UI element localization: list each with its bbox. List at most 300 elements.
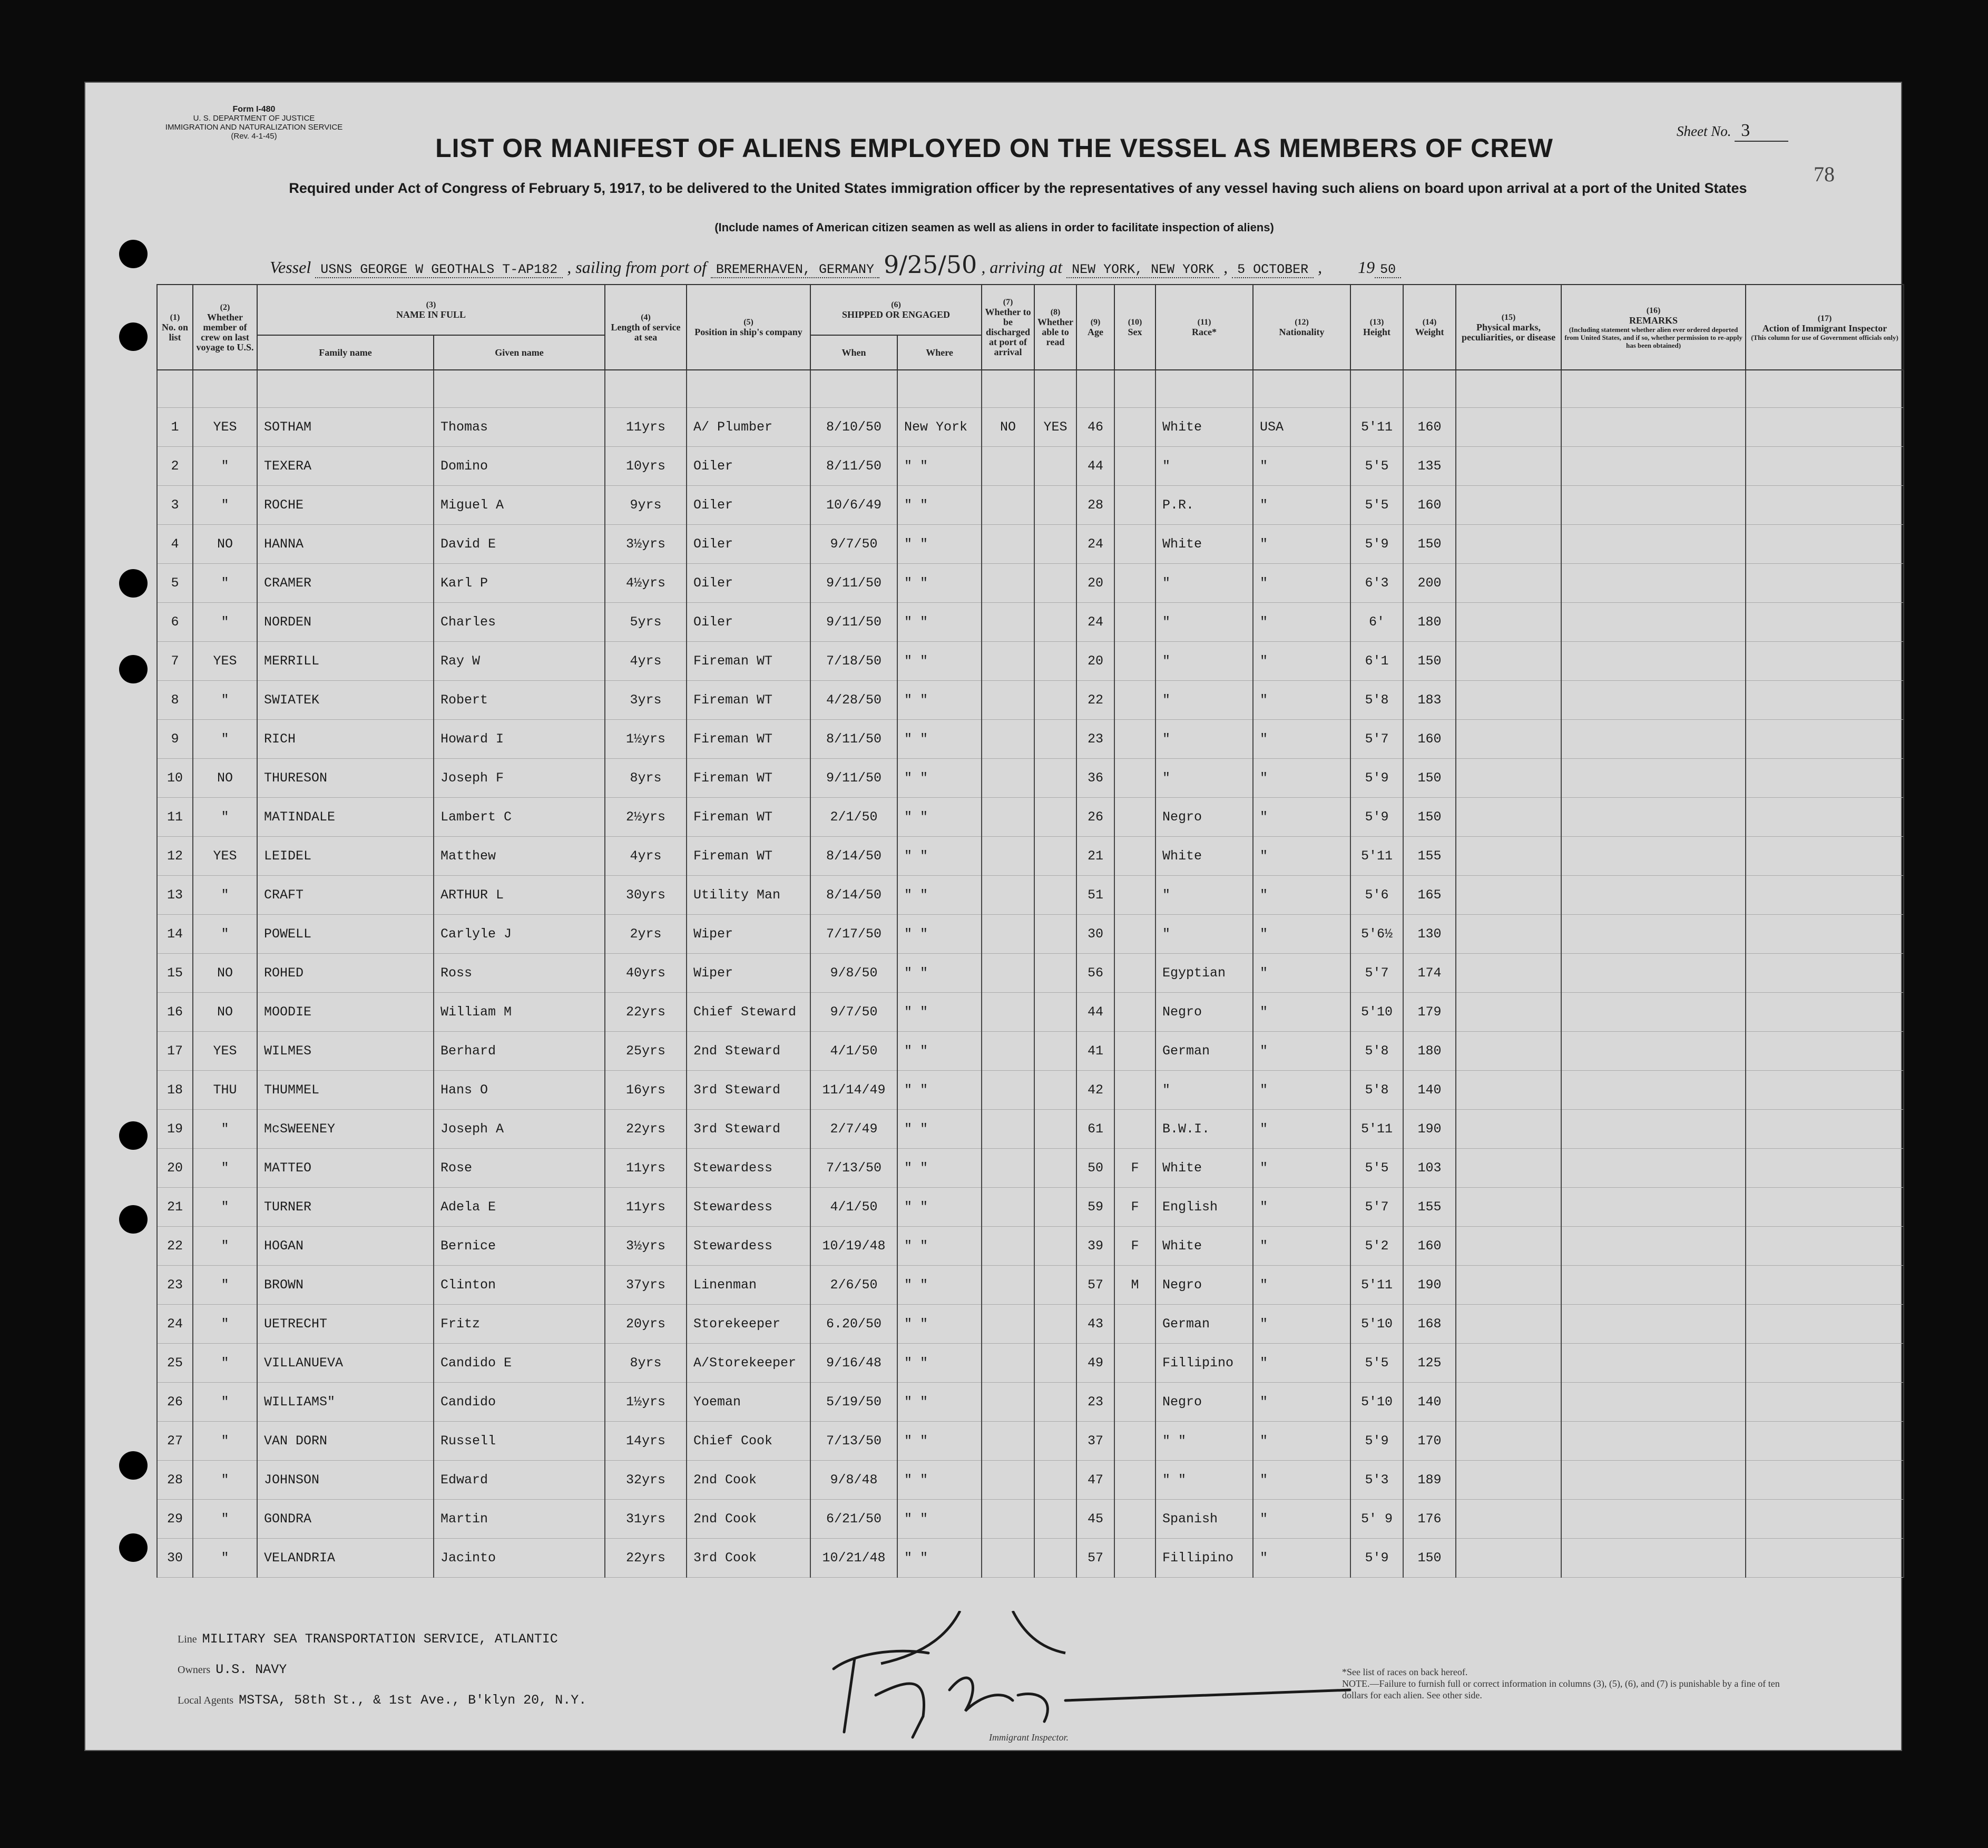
cell-empty (1456, 1305, 1561, 1344)
cell-when: 7/17/50 (810, 915, 897, 954)
cell-height: 5'6 (1350, 876, 1403, 915)
table-row (157, 1227, 1904, 1266)
cell-discharged (982, 954, 1034, 993)
cell-prev: " (193, 1266, 257, 1305)
cell-family: VILLANUEVA (257, 1344, 434, 1383)
cell-when: 7/13/50 (810, 1422, 897, 1461)
cell-sex (1114, 1071, 1155, 1110)
cell-given: Russell (434, 1422, 605, 1461)
cell-nationality: " (1253, 1227, 1350, 1266)
cell-read (1034, 954, 1076, 993)
col-header-age: (9) Age (1076, 285, 1114, 370)
cell-prev: " (193, 720, 257, 759)
cell-race: Negro (1155, 1266, 1253, 1305)
cell-family: SWIATEK (257, 681, 434, 720)
cell-prev: " (193, 1110, 257, 1149)
cell-empty (1746, 1110, 1904, 1149)
cell-empty (1456, 447, 1561, 486)
cell-race: Negro (1155, 798, 1253, 837)
cell-where: " " (897, 837, 982, 876)
cell-sex (1114, 447, 1155, 486)
cell-prev: " (193, 486, 257, 525)
cell-service: 22yrs (605, 1110, 687, 1149)
crew-table (156, 284, 1904, 1578)
cell-family: TEXERA (257, 447, 434, 486)
cell-when: 7/18/50 (810, 642, 897, 681)
cell-height: 5'5 (1350, 1344, 1403, 1383)
cell-empty (1561, 681, 1746, 720)
cell-empty (1561, 954, 1746, 993)
cell-given: Karl P (434, 564, 605, 603)
cell-prev: " (193, 798, 257, 837)
cell-given: Martin (434, 1500, 605, 1539)
cell-weight: 160 (1403, 408, 1456, 447)
cell-empty (1746, 837, 1904, 876)
cell-family: JOHNSON (257, 1461, 434, 1500)
cell-discharged (982, 1032, 1034, 1071)
table-row (157, 1344, 1904, 1383)
cell-empty (1456, 798, 1561, 837)
cell-age: 21 (1076, 837, 1114, 876)
cell-service: 32yrs (605, 1461, 687, 1500)
cell-prev: NO (193, 954, 257, 993)
cell-position: 2nd Steward (687, 1032, 810, 1071)
cell-read (1034, 837, 1076, 876)
cell-no: 7 (157, 642, 193, 681)
cell-sex: F (1114, 1149, 1155, 1188)
cell-where: " " (897, 564, 982, 603)
cell-age: 24 (1076, 603, 1114, 642)
cell-race: White (1155, 525, 1253, 564)
cell-nationality: " (1253, 1539, 1350, 1578)
cell-read (1034, 1266, 1076, 1305)
punch-hole (119, 322, 148, 351)
cell-discharged (982, 1266, 1034, 1305)
sheet-value: 3 (1735, 121, 1788, 142)
cell-weight: 103 (1403, 1149, 1456, 1188)
cell-service: 2yrs (605, 915, 687, 954)
cell-discharged (982, 642, 1034, 681)
cell-position: Oiler (687, 447, 810, 486)
cell-height: 5'8 (1350, 1071, 1403, 1110)
cell-empty (1456, 486, 1561, 525)
cell-position: Linenman (687, 1266, 810, 1305)
cell-height: 5'5 (1350, 447, 1403, 486)
cell-weight: 174 (1403, 954, 1456, 993)
cell-position: Utility Man (687, 876, 810, 915)
cell-empty (1456, 1071, 1561, 1110)
cell-empty (1456, 603, 1561, 642)
cell-where: New York (897, 408, 982, 447)
cell-discharged (982, 603, 1034, 642)
cell-family: ROCHE (257, 486, 434, 525)
col-header-action: (17) Action of Immigrant Inspector (This column for use of Government officials only) (1746, 285, 1904, 370)
table-row (157, 1422, 1904, 1461)
cell-no: 23 (157, 1266, 193, 1305)
cell-weight: 165 (1403, 876, 1456, 915)
cell-empty (1561, 1188, 1746, 1227)
cell-no: 13 (157, 876, 193, 915)
cell-empty (1456, 915, 1561, 954)
cell-race: " (1155, 642, 1253, 681)
cell-empty (1456, 720, 1561, 759)
cell-position: 3rd Steward (687, 1110, 810, 1149)
cell-sex (1114, 798, 1155, 837)
cell-sex (1114, 759, 1155, 798)
cell-given: Thomas (434, 408, 605, 447)
cell-sex (1114, 1461, 1155, 1500)
cell-family: MERRILL (257, 642, 434, 681)
cell-family: THURESON (257, 759, 434, 798)
col-header-family: Family name (257, 335, 434, 370)
cell-family: UETRECHT (257, 1305, 434, 1344)
cell-when: 2/6/50 (810, 1266, 897, 1305)
cell-race: Egyptian (1155, 954, 1253, 993)
cell-service: 37yrs (605, 1266, 687, 1305)
cell-empty (1456, 1188, 1561, 1227)
cell-sex (1114, 1305, 1155, 1344)
cell-sex (1114, 1110, 1155, 1149)
cell-race: " (1155, 1071, 1253, 1110)
cell-discharged (982, 1071, 1034, 1110)
cell-when: 10/19/48 (810, 1227, 897, 1266)
cell-empty (1746, 564, 1904, 603)
cell-when: 9/11/50 (810, 759, 897, 798)
cell-empty (1561, 876, 1746, 915)
table-row (157, 993, 1904, 1032)
cell-empty (1746, 1305, 1904, 1344)
cell-discharged (982, 525, 1034, 564)
cell-height: 5'2 (1350, 1227, 1403, 1266)
cell-empty (1746, 408, 1904, 447)
department: U. S. DEPARTMENT OF JUSTICE (193, 114, 315, 123)
cell-race: " (1155, 720, 1253, 759)
cell-empty (1456, 1110, 1561, 1149)
cell-discharged (982, 1305, 1034, 1344)
cell-prev: YES (193, 408, 257, 447)
cell-service: 8yrs (605, 759, 687, 798)
cell-given: Jacinto (434, 1539, 605, 1578)
cell-race: " (1155, 564, 1253, 603)
cell-no: 17 (157, 1032, 193, 1071)
cell-empty (1561, 525, 1746, 564)
cell-discharged (982, 1422, 1034, 1461)
col-header-prev-voyage: (2) Whether member of crew on last voyage to U.S. (193, 285, 257, 370)
cell-no: 29 (157, 1500, 193, 1539)
cell-service: 3½yrs (605, 525, 687, 564)
table-row (157, 1188, 1904, 1227)
cell-race: " (1155, 603, 1253, 642)
cell-family: HANNA (257, 525, 434, 564)
cell-age: 30 (1076, 915, 1114, 954)
cell-nationality: " (1253, 1461, 1350, 1500)
punch-hole (119, 1205, 148, 1234)
col-header-race: (11) Race* (1155, 285, 1253, 370)
cell-empty (1456, 1422, 1561, 1461)
crew-rows (157, 370, 1904, 1578)
cell-sex (1114, 642, 1155, 681)
cell-service: 22yrs (605, 993, 687, 1032)
cell-empty (1561, 486, 1746, 525)
cell-service: 4yrs (605, 837, 687, 876)
cell-empty (1746, 759, 1904, 798)
cell-sex (1114, 954, 1155, 993)
cell-height: 6'1 (1350, 642, 1403, 681)
table-row (157, 486, 1904, 525)
table-row (157, 1383, 1904, 1422)
table-row (157, 1266, 1904, 1305)
cell-no: 8 (157, 681, 193, 720)
cell-no: 16 (157, 993, 193, 1032)
cell-no: 3 (157, 486, 193, 525)
cell-height: 5'8 (1350, 1032, 1403, 1071)
cell-when: 6/21/50 (810, 1500, 897, 1539)
cell-weight: 189 (1403, 1461, 1456, 1500)
cell-empty (1746, 915, 1904, 954)
cell-service: 8yrs (605, 1344, 687, 1383)
cell-height: 5'5 (1350, 1149, 1403, 1188)
cell-service: 5yrs (605, 603, 687, 642)
races-note: *See list of races on back hereof. (1342, 1667, 1468, 1677)
cell-weight: 150 (1403, 525, 1456, 564)
cell-sex: M (1114, 1266, 1155, 1305)
cell-position: Fireman WT (687, 798, 810, 837)
col-header-sex: (10) Sex (1114, 285, 1155, 370)
cell-empty (1746, 1227, 1904, 1266)
cell-prev: YES (193, 837, 257, 876)
table-row (157, 1539, 1904, 1578)
cell-when: 9/16/48 (810, 1344, 897, 1383)
cell-prev: THU (193, 1071, 257, 1110)
table-row (157, 642, 1904, 681)
cell-no: 12 (157, 837, 193, 876)
cell-no: 5 (157, 564, 193, 603)
cell-where: " " (897, 759, 982, 798)
cell-when: 4/28/50 (810, 681, 897, 720)
col-header-read: (8) Whether able to read (1034, 285, 1076, 370)
departure-port: BREMERHAVEN, GERMANY (711, 262, 879, 278)
cell-empty (1561, 798, 1746, 837)
cell-empty (1456, 993, 1561, 1032)
cell-read (1034, 1110, 1076, 1149)
cell-when: 5/19/50 (810, 1383, 897, 1422)
cell-when: 8/14/50 (810, 876, 897, 915)
cell-empty (1456, 525, 1561, 564)
cell-position: Yoeman (687, 1383, 810, 1422)
cell-race: English (1155, 1188, 1253, 1227)
cell-nationality: " (1253, 798, 1350, 837)
cell-sex (1114, 837, 1155, 876)
cell-race: White (1155, 408, 1253, 447)
cell-empty (1561, 1461, 1746, 1500)
cell-empty (1561, 1266, 1746, 1305)
cell-age: 39 (1076, 1227, 1114, 1266)
cell-prev: " (193, 564, 257, 603)
cell-prev: " (193, 1305, 257, 1344)
cell-no: 6 (157, 603, 193, 642)
cell-age: 24 (1076, 525, 1114, 564)
cell-given: Robert (434, 681, 605, 720)
cell-nationality: " (1253, 642, 1350, 681)
footer (178, 1624, 586, 1716)
cell-where: " " (897, 1188, 982, 1227)
cell-read (1034, 915, 1076, 954)
cell-empty (1746, 1149, 1904, 1188)
col-header-remarks: (16) REMARKS (Including statement whether alien ever ordered deported from United States, and if so, whether permission to re-apply has been obtained) (1561, 285, 1746, 370)
col-header-when: When (810, 335, 897, 370)
cell-nationality: " (1253, 1305, 1350, 1344)
cell-age: 26 (1076, 798, 1114, 837)
cell-nationality: " (1253, 603, 1350, 642)
table-row (157, 837, 1904, 876)
cell-empty (1746, 1461, 1904, 1500)
cell-empty (1746, 1383, 1904, 1422)
table-row (157, 408, 1904, 447)
cell-nationality: " (1253, 1188, 1350, 1227)
cell-age: 36 (1076, 759, 1114, 798)
cell-given: Miguel A (434, 486, 605, 525)
cell-prev: " (193, 603, 257, 642)
stamp-number: 78 (1814, 162, 1835, 186)
cell-age: 43 (1076, 1305, 1114, 1344)
cell-where: " " (897, 642, 982, 681)
cell-empty (1561, 1305, 1746, 1344)
cell-discharged (982, 447, 1034, 486)
cell-where: " " (897, 1539, 982, 1578)
cell-height: 5'10 (1350, 1383, 1403, 1422)
cell-position: 2nd Cook (687, 1461, 810, 1500)
cell-discharged (982, 720, 1034, 759)
cell-weight: 135 (1403, 447, 1456, 486)
cell-empty (1561, 1110, 1746, 1149)
col-header-nationality: (12) Nationality (1253, 285, 1350, 370)
cell-service: 11yrs (605, 408, 687, 447)
cell-when: 8/11/50 (810, 720, 897, 759)
cell-given: Howard I (434, 720, 605, 759)
cell-empty (1561, 447, 1746, 486)
cell-height: 5'7 (1350, 720, 1403, 759)
cell-given: Joseph F (434, 759, 605, 798)
cell-read (1034, 720, 1076, 759)
cell-read (1034, 1305, 1076, 1344)
manifest-sheet (84, 82, 1902, 1751)
cell-position: Fireman WT (687, 720, 810, 759)
cell-position: Oiler (687, 525, 810, 564)
cell-weight: 183 (1403, 681, 1456, 720)
vessel-name: USNS GEORGE W GEOTHALS T-AP182 (315, 262, 563, 278)
cell-nationality: " (1253, 837, 1350, 876)
cell-race: German (1155, 1305, 1253, 1344)
cell-discharged (982, 486, 1034, 525)
cell-family: MATTEO (257, 1149, 434, 1188)
cell-race: " " (1155, 1461, 1253, 1500)
cell-race: Fillipino (1155, 1539, 1253, 1578)
cell-age: 57 (1076, 1266, 1114, 1305)
cell-age: 61 (1076, 1110, 1114, 1149)
cell-when: 10/21/48 (810, 1539, 897, 1578)
cell-given: Candido E (434, 1344, 605, 1383)
punch-hole (119, 1451, 148, 1480)
cell-sex (1114, 681, 1155, 720)
cell-no: 26 (157, 1383, 193, 1422)
cell-sex (1114, 1539, 1155, 1578)
cell-service: 16yrs (605, 1071, 687, 1110)
cell-age: 23 (1076, 1383, 1114, 1422)
cell-discharged (982, 1149, 1034, 1188)
cell-service: 22yrs (605, 1539, 687, 1578)
cell-prev: " (193, 1344, 257, 1383)
table-row (157, 915, 1904, 954)
cell-empty (1456, 837, 1561, 876)
cell-position: Stewardess (687, 1149, 810, 1188)
form-number: Form I-480 (232, 105, 276, 114)
cell-race: White (1155, 837, 1253, 876)
punch-hole (119, 1533, 148, 1562)
cell-discharged (982, 1227, 1034, 1266)
cell-prev: NO (193, 525, 257, 564)
cell-prev: " (193, 915, 257, 954)
cell-discharged: NO (982, 408, 1034, 447)
cell-when: 9/11/50 (810, 603, 897, 642)
cell-age: 42 (1076, 1071, 1114, 1110)
cell-service: 20yrs (605, 1305, 687, 1344)
arrival-port: NEW YORK, NEW YORK (1066, 262, 1219, 278)
cell-when: 4/1/50 (810, 1188, 897, 1227)
cell-empty (1561, 1539, 1746, 1578)
cell-empty (1456, 954, 1561, 993)
cell-weight: 155 (1403, 1188, 1456, 1227)
cell-weight: 190 (1403, 1110, 1456, 1149)
page-subtitle: Required under Act of Congress of February 5, 1917, to be delivered to the United States immigration officer by the representatives of any vessel having such aliens on board upon arrival at a port of the United States (289, 180, 1747, 196)
cell-family: WILLIAMS" (257, 1383, 434, 1422)
cell-where: " " (897, 447, 982, 486)
cell-age: 56 (1076, 954, 1114, 993)
sailing-label: , sailing from port of (567, 258, 707, 277)
cell-where: " " (897, 1344, 982, 1383)
cell-empty (1456, 681, 1561, 720)
cell-weight: 150 (1403, 1539, 1456, 1578)
cell-discharged (982, 1500, 1034, 1539)
cell-empty (1746, 447, 1904, 486)
cell-given: Domino (434, 447, 605, 486)
cell-read: YES (1034, 408, 1076, 447)
cell-empty (1561, 564, 1746, 603)
service: IMMIGRATION AND NATURALIZATION SERVICE (165, 123, 343, 132)
fine-note: NOTE.—Failure to furnish full or correct information in columns (3), (5), (6), and (7) is punishable by a fine of ten dollars for each alien. See other side. (1342, 1678, 1780, 1700)
cell-where: " " (897, 1266, 982, 1305)
cell-empty (1746, 1266, 1904, 1305)
cell-when: 8/14/50 (810, 837, 897, 876)
cell-no: 11 (157, 798, 193, 837)
cell-empty (1561, 1149, 1746, 1188)
cell-position: Stewardess (687, 1227, 810, 1266)
cell-nationality: " (1253, 486, 1350, 525)
cell-family: SOTHAM (257, 408, 434, 447)
line-label: Line (178, 1634, 197, 1645)
cell-age: 57 (1076, 1539, 1114, 1578)
cell-service: 40yrs (605, 954, 687, 993)
cell-when: 7/13/50 (810, 1149, 897, 1188)
cell-discharged (982, 876, 1034, 915)
cell-age: 46 (1076, 408, 1114, 447)
cell-age: 51 (1076, 876, 1114, 915)
cell-when: 8/11/50 (810, 447, 897, 486)
cell-when: 9/11/50 (810, 564, 897, 603)
cell-position: Oiler (687, 603, 810, 642)
cell-position: Wiper (687, 954, 810, 993)
arriving-label: , arriving at (981, 258, 1063, 277)
cell-where: " " (897, 915, 982, 954)
